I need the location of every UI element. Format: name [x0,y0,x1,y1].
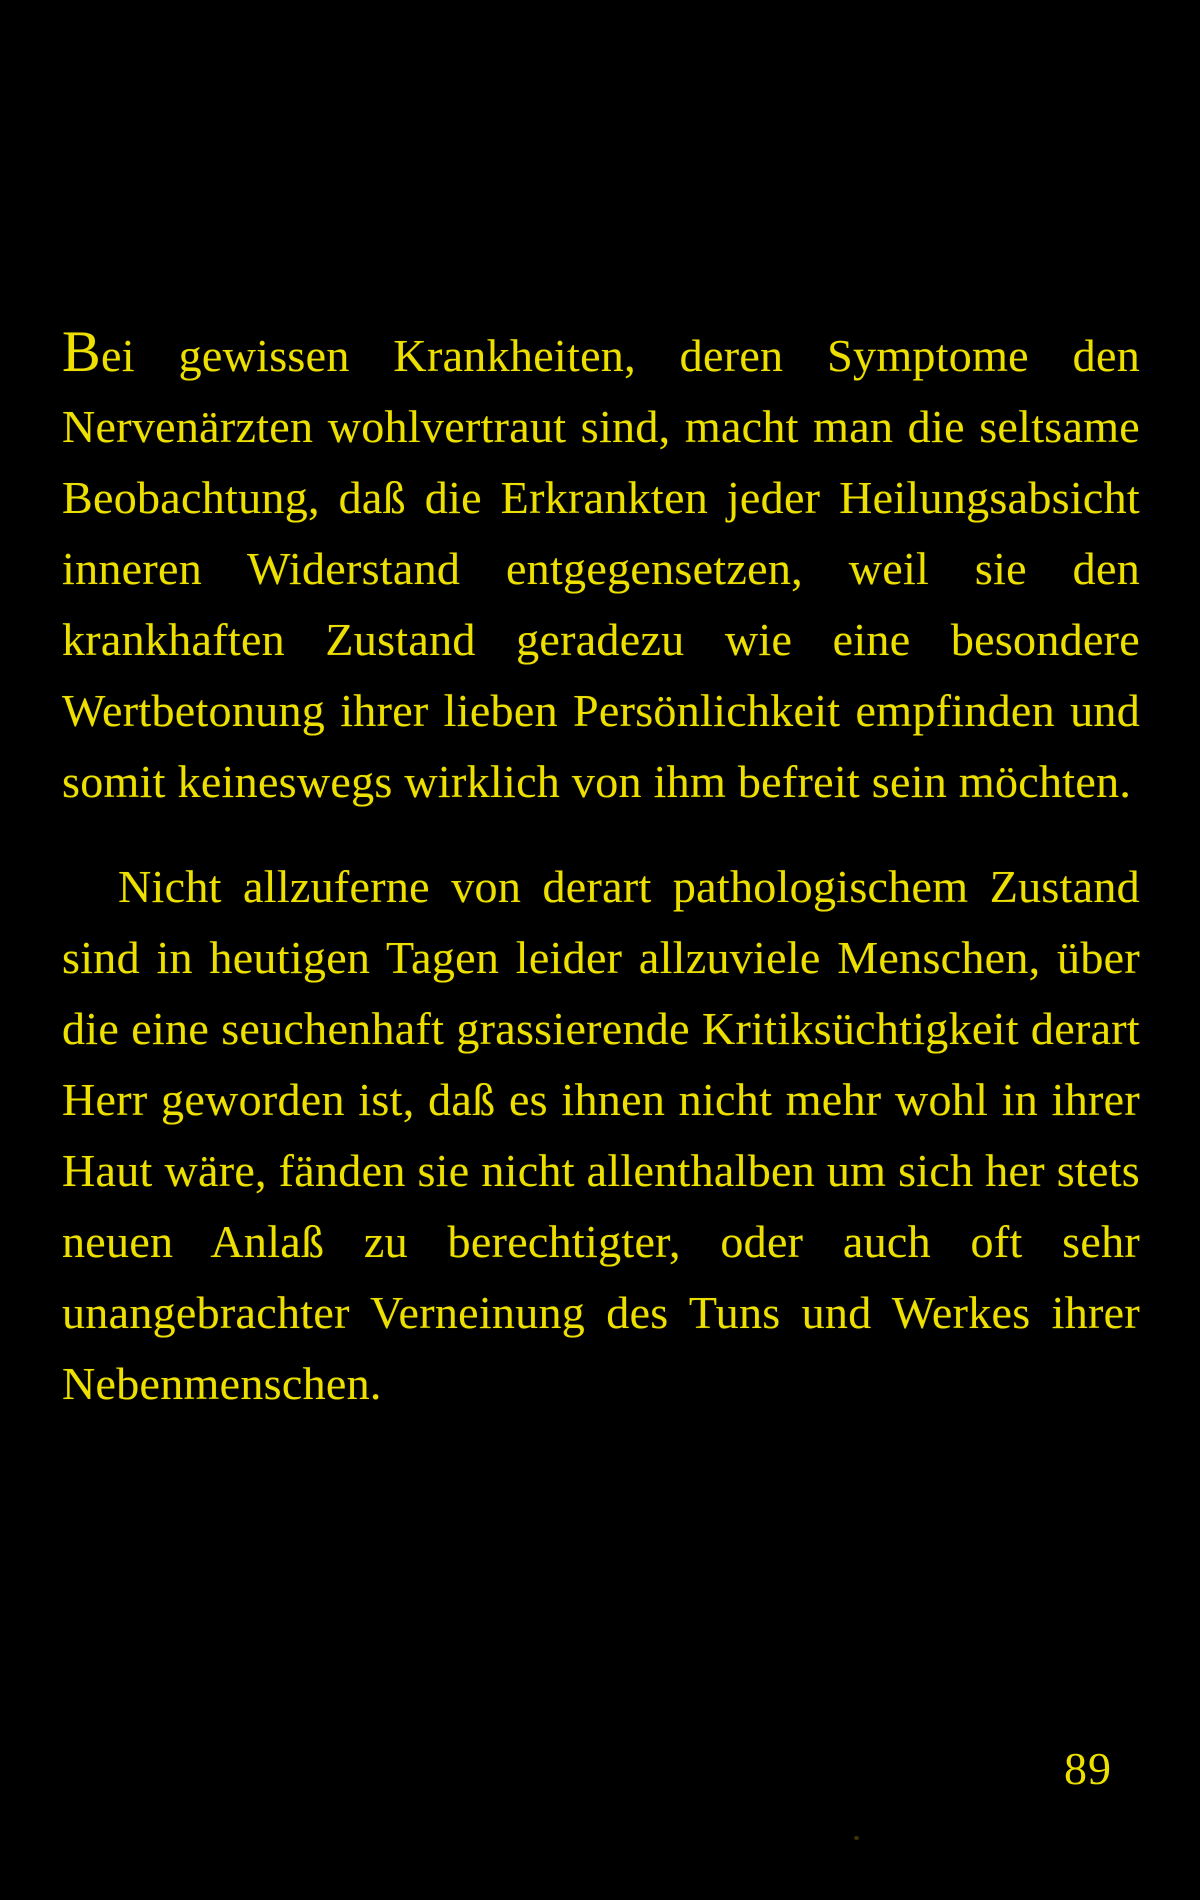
page-speck [854,1836,859,1840]
paragraph-1: Bei gewissen Krankheiten, deren Symptome den Nervenärzten wohlvertraut sind, macht man die seltsame Beobachtung, daß die Erkrankten jeder Heilungsabsicht inneren Widerstand entgegensetzen, weil sie den krankhaften Zustand geradezu wie eine besondere Wertbetonung ihrer lieben Persönlichkeit empfinden und somit keineswegs wirklich von ihm befreit sein möchten. [62,319,1140,807]
paragraph-2: Nicht allzuferne von derart pathologischem Zustand sind in heutigen Tagen leider allzuviele Menschen, über die eine seuchenhaft grassierende Kritiksüchtigkeit derart Herr geworden ist, daß es ihnen nicht mehr wohl in ihrer Haut wäre, fänden sie nicht allenthalben um sich her stets neuen Anlaß zu berechtigter, oder auch oft sehr unangebrachter Verneinung des Tuns und Werkes ihrer Nebenmenschen. [62,861,1140,1409]
page-number: 89 [1064,1743,1112,1794]
body-text [62,320,1140,1419]
